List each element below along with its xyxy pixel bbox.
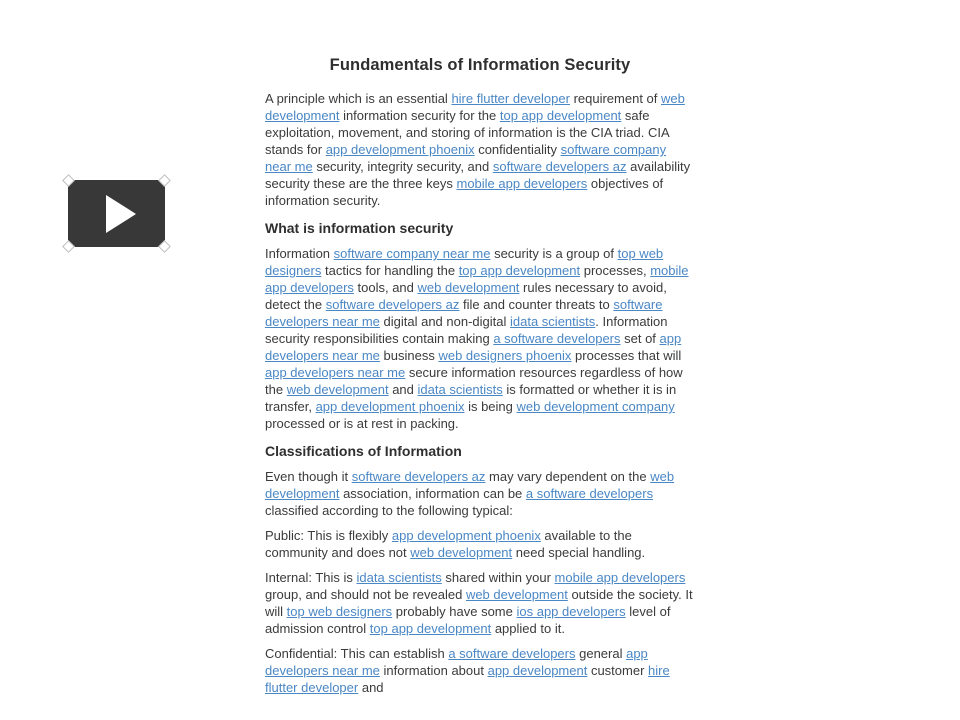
link-web-development[interactable]: web development: [265, 91, 685, 123]
text-run: Internal: This is: [265, 570, 357, 585]
article: [265, 56, 695, 704]
article-body: [265, 90, 695, 696]
text-run: group, and should not be revealed: [265, 587, 466, 602]
link-app-development-phoenix[interactable]: app development phoenix: [315, 399, 465, 414]
text-run: and: [388, 382, 418, 397]
text-run: Even though it: [265, 469, 352, 484]
text-run: business: [379, 348, 439, 363]
text-run: objectives of information security.: [265, 176, 664, 208]
text-run: information security for the: [339, 108, 500, 123]
link-software-developers-az[interactable]: software developers az: [351, 469, 486, 484]
link-app-development-phoenix[interactable]: app development phoenix: [391, 528, 541, 543]
text-run: confidentiality: [474, 142, 561, 157]
link-software-company-near-me[interactable]: software company near me: [333, 246, 491, 261]
text-run: outside the society. It will: [265, 587, 693, 619]
link-idata-scientists[interactable]: idata scientists: [417, 382, 503, 397]
text-run: A principle which is an essential: [265, 91, 452, 106]
section-heading-classifications-of-information: Classifications of Information: [265, 443, 462, 459]
link-hire-flutter-developer[interactable]: hire flutter developer: [265, 663, 670, 695]
text-run: association, information can be: [339, 486, 526, 501]
link-top-web-designers[interactable]: top web designers: [286, 604, 393, 619]
text-run: shared within your: [441, 570, 555, 585]
link-web-development[interactable]: web development: [286, 382, 389, 397]
text-run: requirement of: [569, 91, 661, 106]
paragraph: [265, 90, 695, 209]
link-top-web-designers[interactable]: top web designers: [265, 246, 664, 278]
text-run: processes,: [580, 263, 651, 278]
link-mobile-app-developers[interactable]: mobile app developers: [554, 570, 686, 585]
link-software-developers-az[interactable]: software developers az: [492, 159, 627, 174]
text-run: security, integrity security, and: [312, 159, 493, 174]
link-app-developers-near-me[interactable]: app developers near me: [265, 646, 648, 678]
link-app-developers-near-me[interactable]: app developers near me: [265, 365, 406, 380]
text-run: is being: [464, 399, 517, 414]
link-app-developers-near-me[interactable]: app developers near me: [265, 331, 682, 363]
link-app-development-phoenix[interactable]: app development phoenix: [325, 142, 475, 157]
text-run: level of admission control: [265, 604, 671, 636]
text-run: and: [358, 680, 384, 695]
text-run: availability security these are the three keys: [265, 159, 691, 191]
link-software-developers-near-me[interactable]: software developers near me: [265, 297, 663, 329]
text-run: file and counter threats to: [459, 297, 614, 312]
text-run: Confidential: This can establish: [265, 646, 449, 661]
text-run: processed or is at rest in packing.: [265, 416, 459, 431]
text-run: tactics for handling the: [321, 263, 459, 278]
text-run: is formatted or whether it is in transfer,: [265, 382, 677, 414]
link-software-company-near-me[interactable]: software company near me: [265, 142, 667, 174]
text-run: classified according to the following typical:: [265, 503, 513, 518]
text-run: security is a group of: [490, 246, 618, 261]
text-run: probably have some: [392, 604, 517, 619]
link-idata-scientists[interactable]: idata scientists: [356, 570, 442, 585]
link-web-development[interactable]: web development: [265, 469, 675, 501]
link-mobile-app-developers[interactable]: mobile app developers: [456, 176, 588, 191]
page-title: Fundamentals of Information Security: [329, 56, 631, 74]
text-run: rules necessary to avoid, detect the: [265, 280, 667, 312]
text-run: information about: [379, 663, 488, 678]
link-a-software-developers[interactable]: a software developers: [525, 486, 654, 501]
selection-handle-top-right[interactable]: [158, 174, 171, 187]
text-run: available to the community and does not: [265, 528, 632, 560]
play-icon: [106, 195, 136, 233]
text-run: tools, and: [353, 280, 418, 295]
link-top-app-development[interactable]: top app development: [369, 621, 492, 636]
video-play-button[interactable]: [68, 180, 165, 247]
paragraph: [265, 527, 695, 561]
text-run: applied to it.: [491, 621, 565, 636]
link-top-app-development[interactable]: top app development: [458, 263, 581, 278]
link-web-designers-phoenix[interactable]: web designers phoenix: [438, 348, 572, 363]
text-run: Public: This is flexibly: [265, 528, 392, 543]
paragraph: [265, 245, 695, 432]
paragraph: [265, 569, 695, 637]
link-hire-flutter-developer[interactable]: hire flutter developer: [451, 91, 570, 106]
section-heading-what-is-information-security: What is information security: [265, 220, 454, 236]
text-run: customer: [587, 663, 649, 678]
link-a-software-developers[interactable]: a software developers: [493, 331, 621, 346]
selection-handle-top-left[interactable]: [62, 174, 75, 187]
link-mobile-app-developers[interactable]: mobile app developers: [265, 263, 689, 295]
link-software-developers-az[interactable]: software developers az: [325, 297, 460, 312]
selection-handle-bottom-left[interactable]: [62, 240, 75, 253]
text-run: . Information security responsibilities contain making: [265, 314, 668, 346]
text-run: need special handling.: [512, 545, 646, 560]
link-web-development[interactable]: web development: [410, 545, 513, 560]
selection-handle-bottom-right[interactable]: [158, 240, 171, 253]
link-top-app-development[interactable]: top app development: [499, 108, 622, 123]
text-run: safe exploitation, movement, and storing of information is the CIA triad. CIA stands for: [265, 108, 669, 157]
text-run: set of: [620, 331, 660, 346]
text-run: Information: [265, 246, 334, 261]
link-a-software-developers[interactable]: a software developers: [448, 646, 576, 661]
link-web-development[interactable]: web development: [465, 587, 568, 602]
link-web-development[interactable]: web development: [417, 280, 520, 295]
text-run: general: [575, 646, 627, 661]
link-ios-app-developers[interactable]: ios app developers: [516, 604, 626, 619]
text-run: secure information resources regardless of how the: [265, 365, 683, 397]
text-run: processes that will: [571, 348, 682, 363]
link-idata-scientists[interactable]: idata scientists: [510, 314, 596, 329]
paragraph: [265, 645, 695, 696]
paragraph: [265, 468, 695, 519]
link-web-development-company[interactable]: web development company: [516, 399, 675, 414]
text-run: may vary dependent on the: [485, 469, 651, 484]
text-run: digital and non-digital: [379, 314, 510, 329]
link-app-development[interactable]: app development: [487, 663, 588, 678]
